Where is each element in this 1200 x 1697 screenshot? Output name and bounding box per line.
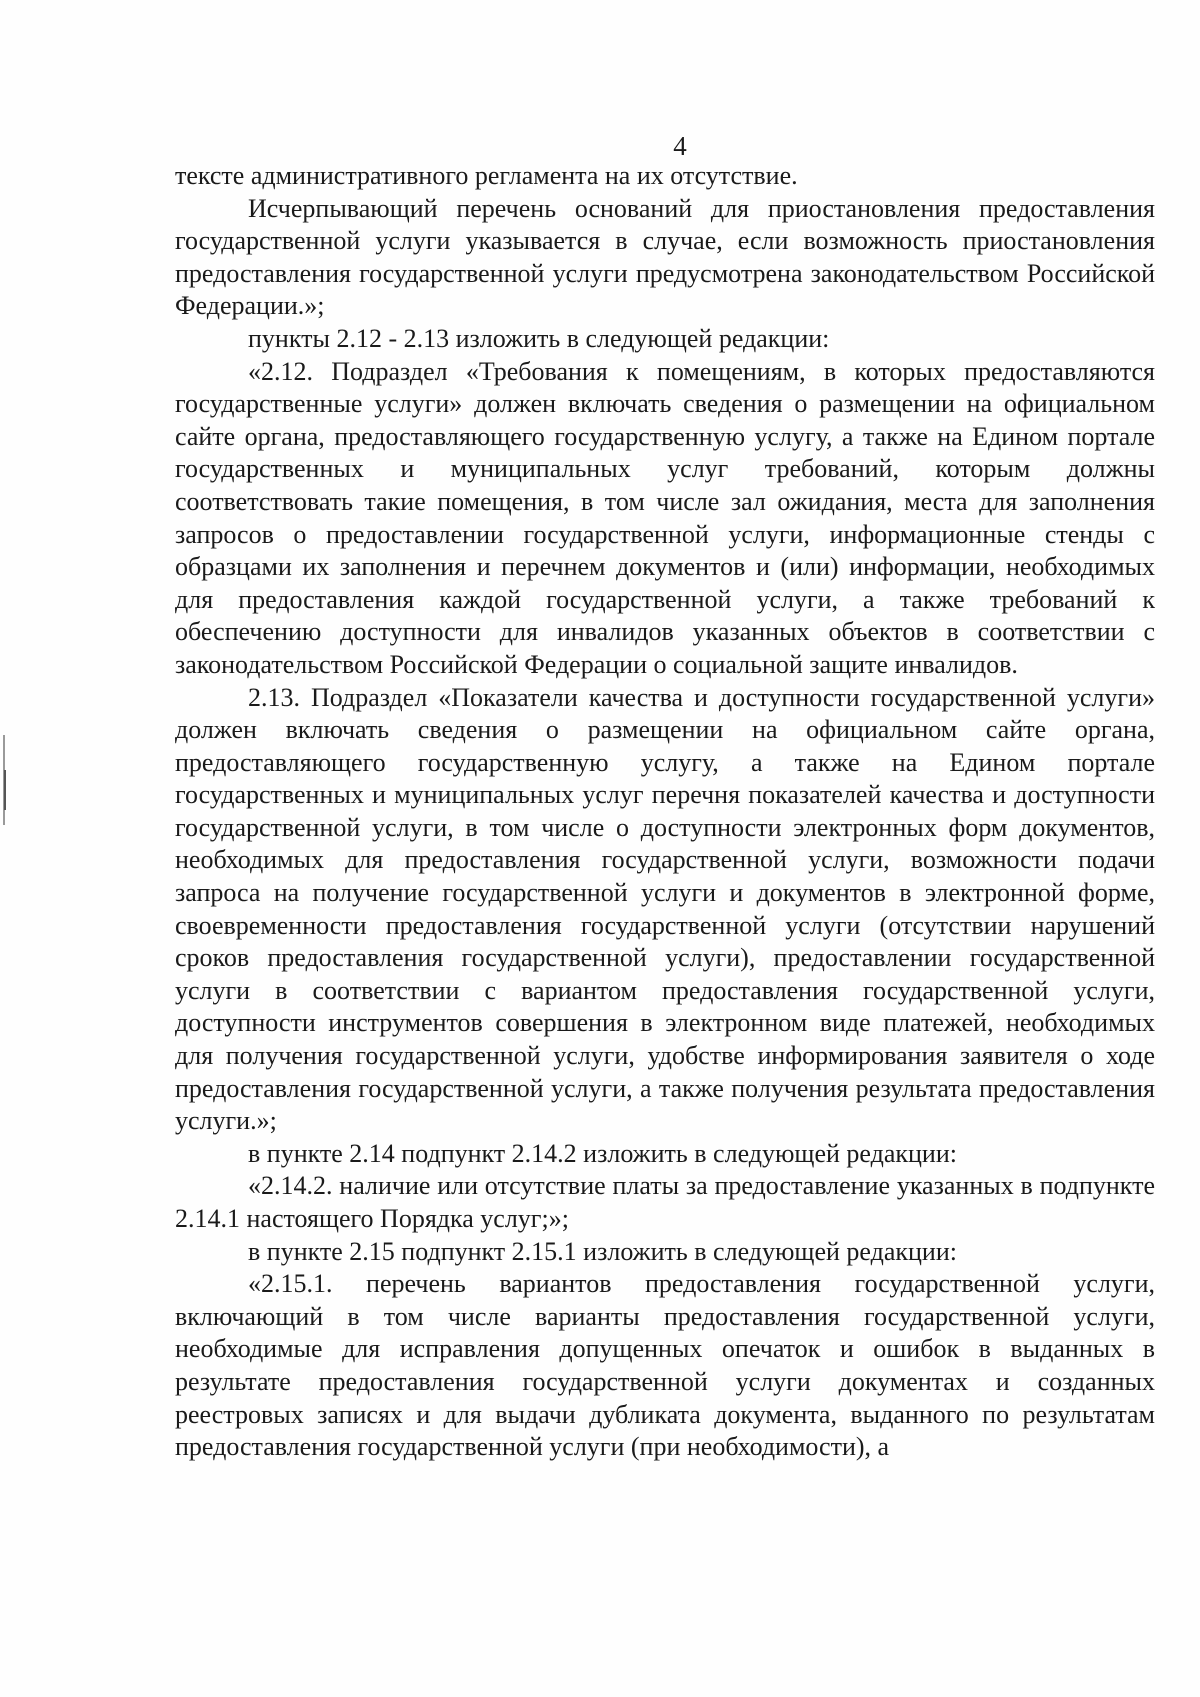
scan-edge-mark bbox=[4, 770, 6, 810]
document-body bbox=[175, 160, 1155, 1464]
paragraph: в пункте 2.14 подпункт 2.14.2 изложить в следующей редакции: bbox=[248, 1138, 957, 1168]
paragraph: Исчерпывающий перечень оснований для приостановления предоставления государственной услуги указывается в случае, если возможность приостановления предоставления государственной услуги предусмотрена законодательством Российской Федерации.»; bbox=[175, 193, 1155, 321]
paragraph: «2.14.2. наличие или отсутствие платы за предоставление указанных в подпункте 2.14.1 настоящего Порядка услуг;»; bbox=[175, 1171, 1155, 1233]
paragraph: «2.12. Подраздел «Требования к помещениям, в которых предоставляются государственные услуги» должен включать сведения о размещении на официальном сайте органа, предоставляющего государственную услугу, а также на Едином портале государственных и муниципальных услуг требований, которым должны соответствовать такие помещения, в том числе зал ожидания, места для заполнения запросов о предоставлении государственной услуги, информационные стенды с образцами их заполнения и перечнем документов и (или) информации, необходимых для предоставления каждой государственной услуги, а также требований к обеспечению доступности для инвалидов указанных объектов в соответствии с законодательством Российской Федерации о социальной защите инвалидов. bbox=[175, 356, 1155, 679]
paragraph: пункты 2.12 - 2.13 изложить в следующей редакции: bbox=[248, 323, 830, 353]
page-number: 4 bbox=[673, 131, 687, 161]
paragraph: в пункте 2.15 подпункт 2.15.1 изложить в следующей редакции: bbox=[248, 1236, 957, 1266]
paragraph: «2.15.1. перечень вариантов предоставления государственной услуги, включающий в том числе варианты предоставления государственной услуги, необходимые для исправления допущенных опечаток и ошибок в выданных в результате предоставления государственной услуги документах и созданных реестровых записях и для выдачи дубликата документа, выданного по результатам предоставления государственной услуги (при необходимости), а bbox=[175, 1269, 1155, 1462]
paragraph: 2.13. Подраздел «Показатели качества и доступности государственной услуги» должен включать сведения о размещении на официальном сайте органа, предоставляющего государственную услугу, а также на Едином портале государственных и муниципальных услуг перечня показателей качества и доступности государственной услуги, в том числе о доступности электронных форм документов, необходимых для предоставления государственной услуги, возможности подачи запроса на получение государственной услуги и документов в электронной форме, своевременности предоставления государственной услуги (отсутствии нарушений сроков предоставления государственной услуги), предоставлении государственной услуги в соответствии с вариантом предоставления государственной услуги, доступности инструментов совершения в электронном виде платежей, необходимых для получения государственной услуги, удобстве информирования заявителя о ходе предоставления государственной услуги, а также получения результата предоставления услуги.»; bbox=[175, 682, 1155, 1136]
paragraph: тексте административного регламента на их отсутствие. bbox=[175, 161, 798, 190]
